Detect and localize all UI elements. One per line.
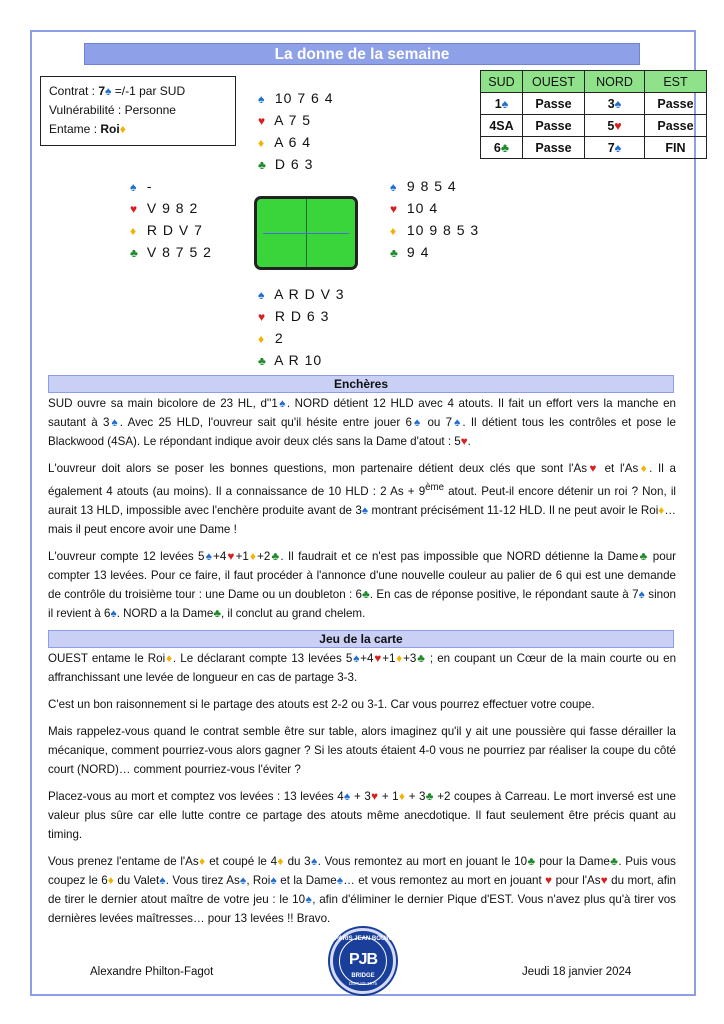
bid-cell: 3♠ xyxy=(585,93,645,115)
paragraph: Vous prenez l'entame de l'As♦ et coupé le 4♦ du 3♠. Vous remontez au mort en jouant le 10♣ pour la Dame♣. Puis vous coupez le 6♦ du Valet♠. Vous tirez As♠, Roi♠ et la Dame♠… et vous remontez au mort en jouant ♥ pour l'As♥ du mort, afin de tirer le dernier atout maître de votre jeu : le 10♠, afin d'éliminer le dernier Pique d'EST. Vous n'avez plus qu'à tirer vos dernières levées maîtresses… pour 13 levées !! Bravo. xyxy=(48,855,676,925)
bid-cell: Passe xyxy=(645,115,707,137)
bid-cell: FIN xyxy=(645,137,707,159)
section-encheres-heading: Enchères xyxy=(48,375,674,393)
cards: R D 6 3 xyxy=(270,308,330,324)
bid-cell: 6♣ xyxy=(481,137,523,159)
club-icon: ♣ xyxy=(500,140,510,155)
cards: 10 4 xyxy=(402,200,439,216)
contract-level: 7 xyxy=(98,84,106,98)
suit-line xyxy=(258,110,334,132)
footer-author: Alexandre Philton-Fagot xyxy=(90,966,214,978)
cards: A R D V 3 xyxy=(270,286,345,302)
diamond-icon: ♦ xyxy=(258,136,266,150)
cards: V 8 7 5 2 xyxy=(142,244,212,260)
suit-line xyxy=(130,242,212,264)
suit-line xyxy=(258,88,334,110)
paragraph: Mais rappelez-vous quand le contrat semble être sur table, alors imaginez qu'il y ait une poussière qui fasse dérailler la mécanique, comment pourriez-vous alors gagner ? Si les atouts étaient 4-0 vous ne pourriez par réaliser la coupe du côté court (NORD)… comment pourriez-vous l'éviter ? xyxy=(48,725,676,776)
suit-line xyxy=(130,198,212,220)
diamond-icon: ♦ xyxy=(119,122,126,136)
bid-cell: Passe xyxy=(523,93,585,115)
paragraph: OUEST entame le Roi♦. Le déclarant compte 13 levées 5♠+4♥+1♦+3♣ ; en coupant un Cœur de la main courte ou en affranchissant une levée de longueur en cas de partage 3-3. xyxy=(48,652,677,684)
suit-line xyxy=(258,328,345,350)
bid-cell: 1♠ xyxy=(481,93,523,115)
suit-line xyxy=(390,242,479,264)
suit-line xyxy=(258,132,334,154)
contract-label: Contrat : xyxy=(49,84,99,98)
club-icon: ♣ xyxy=(258,354,267,368)
spade-icon: ♠ xyxy=(130,180,138,194)
paragraph: L'ouvreur compte 12 levées 5♠+4♥+1♦+2♣. Il faudrait et ce n'est pas impossible que NORD détienne la Dame♣ pour compter 13 levées. Pour ce faire, il faut procéder à l'annonce d'une nouvelle couleur au palier de 6 qui est une demande de contrôle du troisième tour : une Dame ou un doubleton : 6♣. En cas de réponse positive, le répondant saute à 7♠ sinon il revient à 6♠. NORD a la Dame♣, il conclut au grand chelem. xyxy=(48,549,677,620)
bidding-row xyxy=(481,93,707,115)
bid-cell: 5♥ xyxy=(585,115,645,137)
logo-since-text: DEPUIS 1975 xyxy=(348,981,377,986)
diamond-icon: ♦ xyxy=(258,332,266,346)
spade-icon: ♠ xyxy=(614,96,622,111)
spade-icon: ♠ xyxy=(614,140,622,155)
suit-line xyxy=(390,220,479,242)
suit-line xyxy=(258,284,345,306)
suit-line xyxy=(258,350,345,372)
hand-south xyxy=(258,284,345,372)
lead-label: Entame : xyxy=(49,122,101,136)
heart-icon: ♥ xyxy=(614,118,622,133)
cards: D 6 3 xyxy=(270,156,314,172)
suit-line xyxy=(130,220,212,242)
bid-cell: 7♠ xyxy=(585,137,645,159)
bid-cell: 4SA xyxy=(481,115,523,137)
footer-date: Jeudi 18 janvier 2024 xyxy=(522,966,632,978)
logo-top-text: PARIS JEAN BOUIN xyxy=(334,936,392,942)
spade-icon: ♠ xyxy=(390,180,398,194)
cards: V 9 8 2 xyxy=(142,200,199,216)
paragraph: SUD ouvre sa main bicolore de 23 HL, d''1♠. NORD détient 12 HLD avec 4 atouts. Il fait un effort vers la manche en sautant à 3♠. Avec 25 HLD, l'ouvreur sait qu'il hésite entre jouer 6♠ ou 7♠. Il détient tous les contrôles et pose le Blackwood (4SA). Le répondant indique avoir deux clés sans la Dame d'atout : 5♥. xyxy=(48,397,676,448)
encheres-text xyxy=(48,394,676,623)
heart-icon: ♥ xyxy=(390,202,399,216)
bidding-header-est: EST xyxy=(645,71,707,93)
cards: 10 9 8 5 3 xyxy=(402,222,480,238)
heart-icon: ♥ xyxy=(258,114,267,128)
page-title: La donne de la semaine xyxy=(84,43,640,65)
hand-north xyxy=(258,88,334,176)
cards: 9 4 xyxy=(402,244,430,260)
bidding-header-sud: SUD xyxy=(481,71,523,93)
club-logo xyxy=(330,928,396,994)
heart-icon: ♥ xyxy=(130,202,139,216)
bidding-row xyxy=(481,115,707,137)
suit-line xyxy=(258,306,345,328)
bid-cell: Passe xyxy=(523,115,585,137)
suit-line xyxy=(258,154,334,176)
suit-line xyxy=(390,176,479,198)
cards: A 7 5 xyxy=(270,112,312,128)
lead-card: Roi xyxy=(100,122,120,136)
club-icon: ♣ xyxy=(390,246,399,260)
spade-icon: ♠ xyxy=(105,84,112,98)
bidding-row xyxy=(481,137,707,159)
table-divider-horizontal xyxy=(263,233,349,234)
cards: 2 xyxy=(270,330,284,346)
paragraph: Placez-vous au mort et comptez vos levées : 13 levées 4♠ + 3♥ + 1♦ + 3♣ +2 coupes à Carreau. Le mort inversé est une valeur plus sûre car elle lutte contre ce partage des atouts même anecdotique. Il faut seulement être précis quant au timing. xyxy=(48,790,676,841)
cards: R D V 7 xyxy=(142,222,203,238)
club-icon: ♣ xyxy=(130,246,139,260)
cards: 9 8 5 4 xyxy=(402,178,457,194)
suit-line xyxy=(390,198,479,220)
hand-west xyxy=(130,176,212,264)
cards: A 6 4 xyxy=(270,134,312,150)
club-icon: ♣ xyxy=(258,158,267,172)
vulnerability: Vulnérabilité : Personne xyxy=(49,103,176,117)
heart-icon: ♥ xyxy=(258,310,267,324)
logo-bottom-text: BRIDGE xyxy=(351,973,375,979)
cards: 10 7 6 4 xyxy=(270,90,334,106)
bid-cell: Passe xyxy=(645,93,707,115)
spade-icon: ♠ xyxy=(258,288,266,302)
paragraph: L'ouvreur doit alors se poser les bonnes questions, mon partenaire détient deux clés que sont l'As♥ et l'As♦. Il a également 4 atouts (au moins). Il a connaissance de 10 HLD : 2 As + 9ème atout. Peut-il encore détenir un roi ? Non, il aurait 13 HLD, impossible avec l'enchère produite avant de 3♠ montrant précisément 11-12 HLD. Il ne peut avoir le Roi♦…mais il peut encore avoir une Dame ! xyxy=(48,462,676,536)
diamond-icon: ♦ xyxy=(130,224,138,238)
section-jeu-heading: Jeu de la carte xyxy=(48,630,674,648)
jeu-text xyxy=(48,649,676,928)
spade-icon: ♠ xyxy=(501,96,509,111)
hand-east xyxy=(390,176,479,264)
contract-box xyxy=(40,76,236,146)
suit-line xyxy=(130,176,212,198)
logo-mark: PJB xyxy=(348,951,378,968)
bidding-header-nord: NORD xyxy=(585,71,645,93)
diamond-icon: ♦ xyxy=(390,224,398,238)
cards: A R 10 xyxy=(270,352,323,368)
spade-icon: ♠ xyxy=(258,92,266,106)
bidding-header-row xyxy=(481,71,707,93)
contract-rest: =/-1 par SUD xyxy=(111,84,186,98)
paragraph: C'est un bon raisonnement si le partage des atouts est 2-2 ou 3-1. Car vous pourrez effectuer votre coupe. xyxy=(48,698,595,711)
bid-cell: Passe xyxy=(523,137,585,159)
cards: - xyxy=(142,178,153,194)
bidding-header-ouest: OUEST xyxy=(523,71,585,93)
card-table xyxy=(254,196,358,270)
bidding-table xyxy=(480,70,707,159)
